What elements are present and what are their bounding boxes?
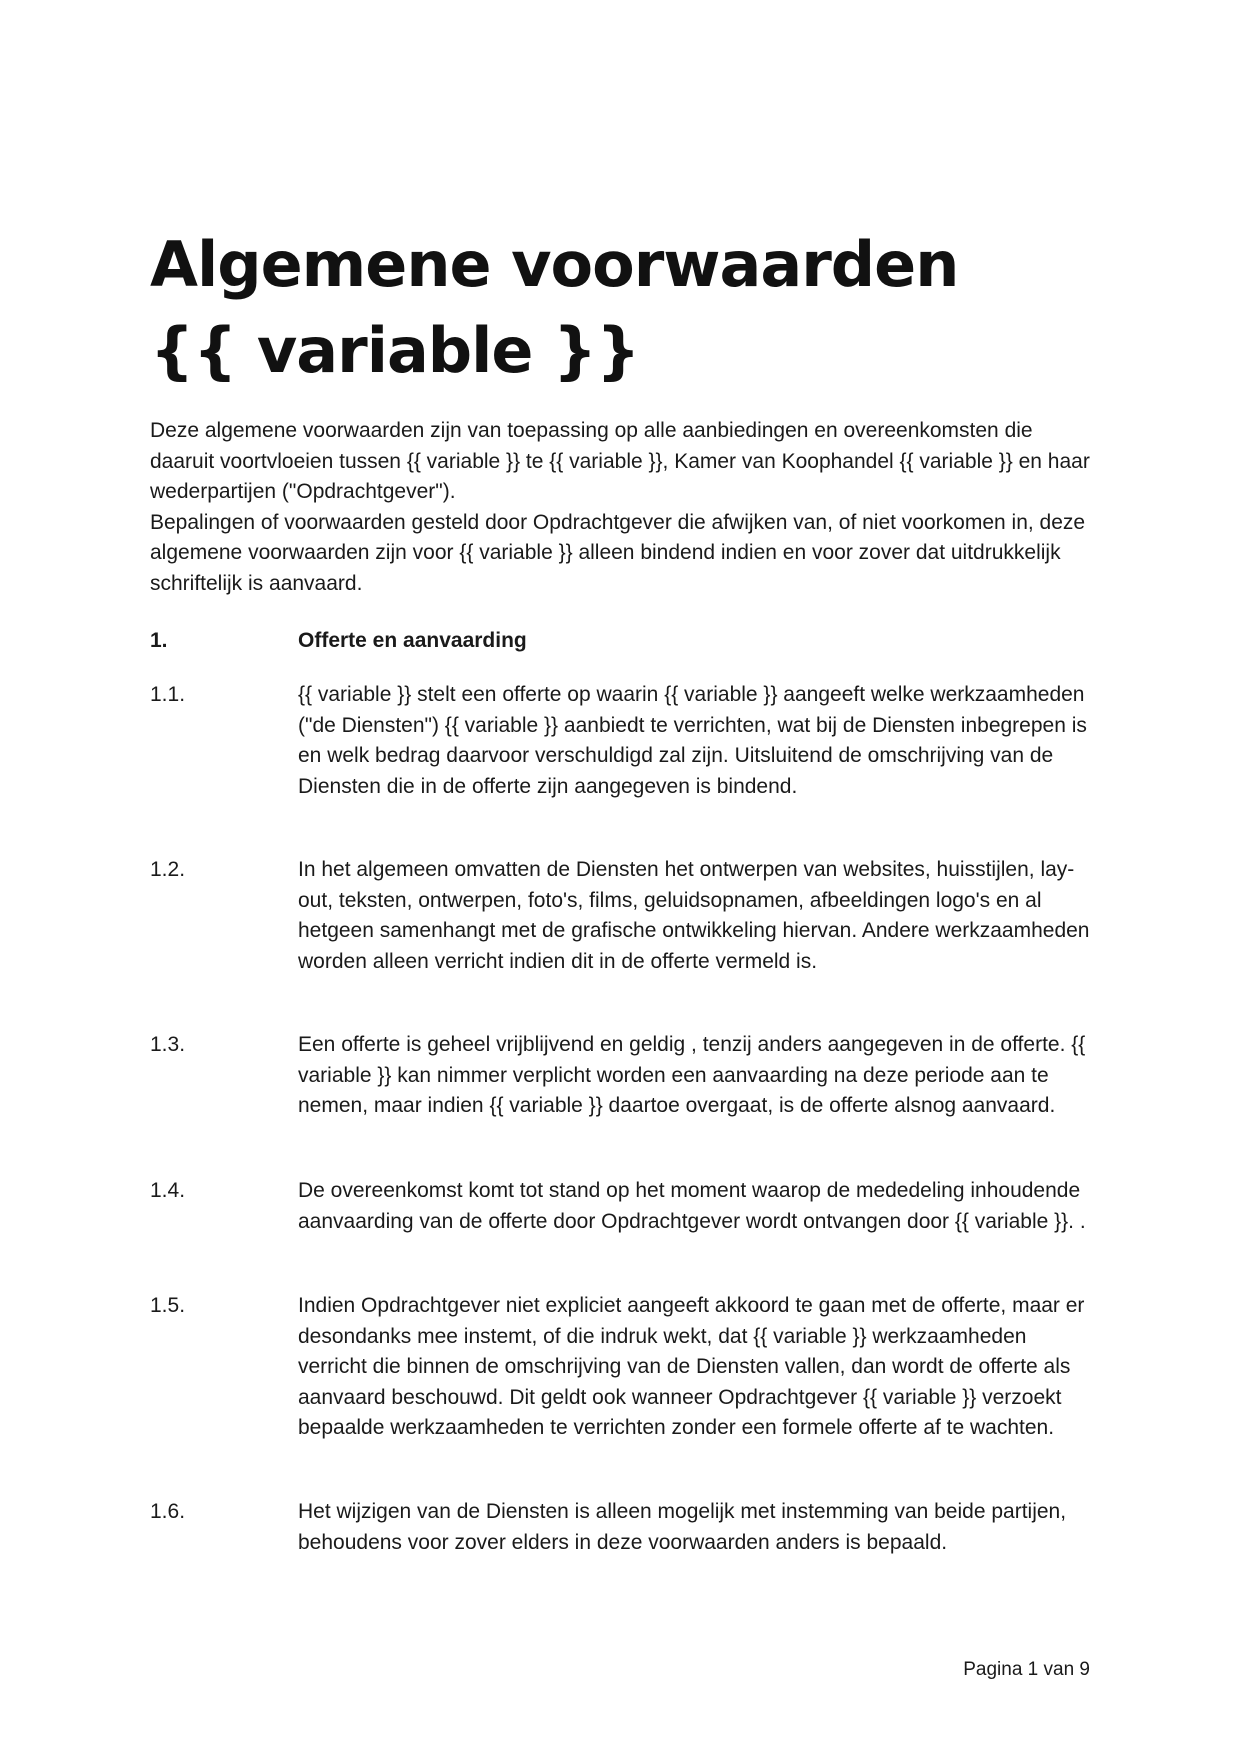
clause-text: {{ variable }} stelt een offerte op waarin {{ variable }} aangeeft welke werkzaamheden ("de Diensten") {{ variable }} aanbiedt te verrichten, wat bij de Diensten inbegrepen is en welk bedrag daarvoor verschuldigd zal zijn. Uitsluitend de omschrijving van de Diensten die in de offerte zijn aangegeven is bindend. — [298, 683, 1087, 798]
page-number-footer: Pagina 1 van 9 — [963, 1659, 1090, 1680]
clause-number: 1.1. — [150, 683, 186, 706]
intro-paragraph-1: Deze algemene voorwaarden zijn van toepassing op alle aanbiedingen en overeenkomsten die daaruit voortvloeien tussen {{ variable }} te {{ variable }}, Kamer van Koophandel {{ variable }} en haar wederpartijen ("Opdrachtgever"). — [150, 419, 1090, 503]
section-title: Offerte en aanvaarding — [298, 629, 527, 652]
section-heading — [150, 626, 1090, 656]
clause-number: 1.6. — [150, 1500, 186, 1523]
clause-text: Een offerte is geheel vrijblijvend en geldig , tenzij anders aangegeven in de offerte. {{ variable }} kan nimmer verplicht worden een aanvaarding na deze periode aan te nemen, maar indien {{ variable }} daartoe overgaat, is de offerte alsnog aanvaard. — [298, 1033, 1086, 1117]
title-line-1: Algemene voorwaarden — [150, 228, 959, 301]
clause-text: De overeenkomst komt tot stand op het moment waarop de mededeling inhoudende aanvaarding van de offerte door Opdrachtgever wordt ontvangen door {{ variable }}. . — [298, 1179, 1086, 1233]
clause-text: In het algemeen omvatten de Diensten het ontwerpen van websites, huisstijlen, lay-out, teksten, ontwerpen, foto's, films, geluidsopnamen, afbeeldingen logo's en al hetgeen samenhangt met de grafische ontwikkeling hiervan. Andere werkzaamheden worden alleen verricht indien dit in de offerte vermeld is. — [298, 858, 1090, 973]
title-line-2: {{ variable }} — [150, 314, 640, 387]
section-number: 1. — [150, 629, 168, 652]
clause-number: 1.3. — [150, 1033, 186, 1056]
clause-number: 1.2. — [150, 858, 186, 881]
clause-number: 1.4. — [150, 1179, 186, 1202]
intro-text — [150, 416, 1090, 599]
intro-paragraph-2: Bepalingen of voorwaarden gesteld door Opdrachtgever die afwijken van, of niet voorkomen in, deze algemene voorwaarden zijn voor {{ variable }} alleen bindend indien en voor zover dat uitdrukkelijk schriftelijk is aanvaard. — [150, 510, 1086, 595]
clause-number: 1.5. — [150, 1294, 186, 1317]
document-title — [150, 222, 1110, 394]
clause-text: Het wijzigen van de Diensten is alleen mogelijk met instemming van beide partijen, behoudens voor zover elders in deze voorwaarden anders is bepaald. — [298, 1500, 1067, 1554]
clause-text: Indien Opdrachtgever niet expliciet aangeeft akkoord te gaan met de offerte, maar er desondanks mee instemt, of die indruk wekt, dat {{ variable }} werkzaamheden verricht die binnen de omschrijving van de Diensten vallen, dan wordt de offerte als aanvaard beschouwd. Dit geldt ook wanneer Opdrachtgever {{ variable }} verzoekt bepaalde werkzaamheden te verrichten zonder een formele offerte af te wachten. — [298, 1294, 1085, 1439]
